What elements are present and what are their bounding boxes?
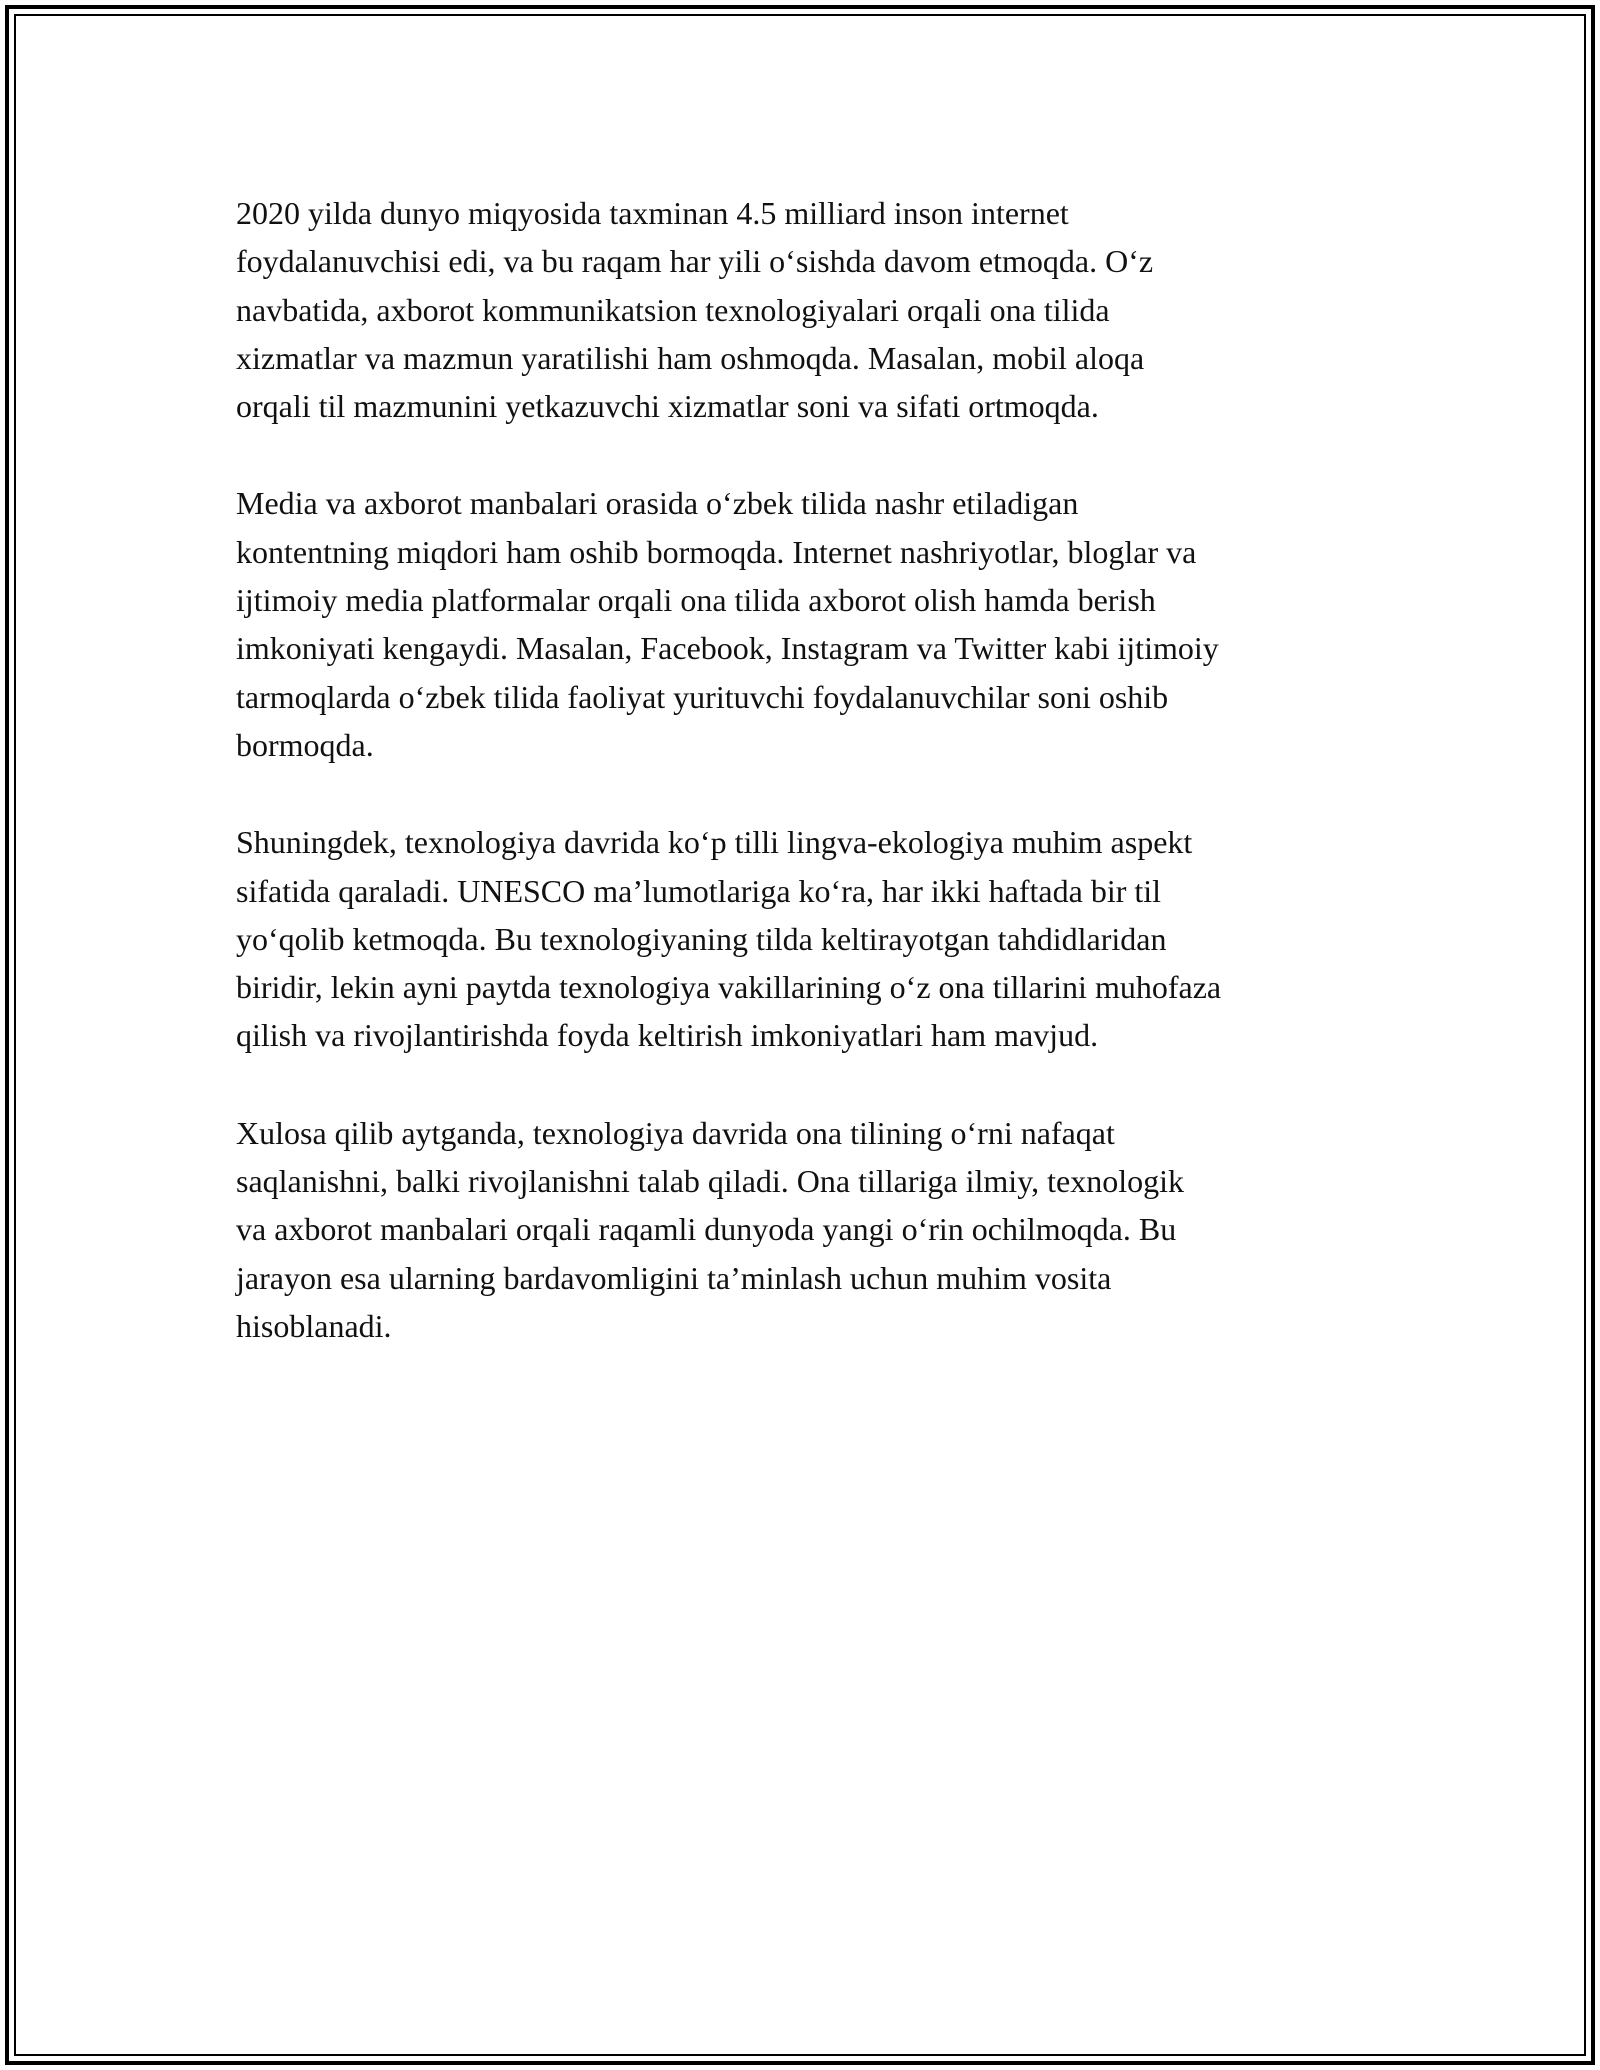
document-body — [236, 189, 1386, 1399]
paragraph-internet-users: 2020 yilda dunyo miqyosida taxminan 4.5 milliard inson internet foydalanuvchisi edi, va bu raqam har yili o‘sishda davom etmoqda. O‘z navbatida, axborot kommunikatsion texnologiyalari orqali ona tilida xizmatlar va mazmun yaratilishi ham oshmoqda. Masalan, mobil aloqa orqali til mazmunini yetkazuvchi xizmatlar soni va sifati ortmoqda. — [236, 195, 1154, 425]
paragraph-lingua-ecology: Shuningdek, texnologiya davrida ko‘p tilli lingva-ekologiya muhim aspekt sifatida qaraladi. UNESCO ma’lumotlariga ko‘ra, har ikki haftada bir til yo‘qolib ketmoqda. Bu texnologiyaning tilda keltirayotgan tahdidlaridan biridir, lekin ayni paytda texnologiya vakillarining o‘z ona tillarini muhofaza qilish va rivojlantirishda foyda keltirish imkoniyatlari ham mavjud. — [236, 824, 1222, 1054]
paragraph-conclusion: Xulosa qilib aytganda, texnologiya davrida ona tilining o‘rni nafaqat saqlanishni, balki rivojlanishni talab qiladi. Ona tillariga ilmiy, texnologik va axborot manbalari orqali raqamli dunyoda yangi o‘rin ochilmoqda. Bu jarayon esa ularning bardavomligini ta’minlash uchun muhim vosita hisoblanadi. — [236, 1114, 1184, 1344]
paragraph-media-sources: Media va axborot manbalari orasida o‘zbek tilida nashr etiladigan kontentning miqdori ham oshib bormoqda. Internet nashriyotlar, bloglar va ijtimoiy media platformalar orqali ona tilida axborot olish hamda berish imkoniyati kengaydi. Masalan, Facebook, Instagram va Twitter kabi ijtimoiy tarmoqlarda o‘zbek tilida faoliyat yurituvchi foydalanuvchilar soni oshib bormoqda. — [236, 485, 1219, 763]
